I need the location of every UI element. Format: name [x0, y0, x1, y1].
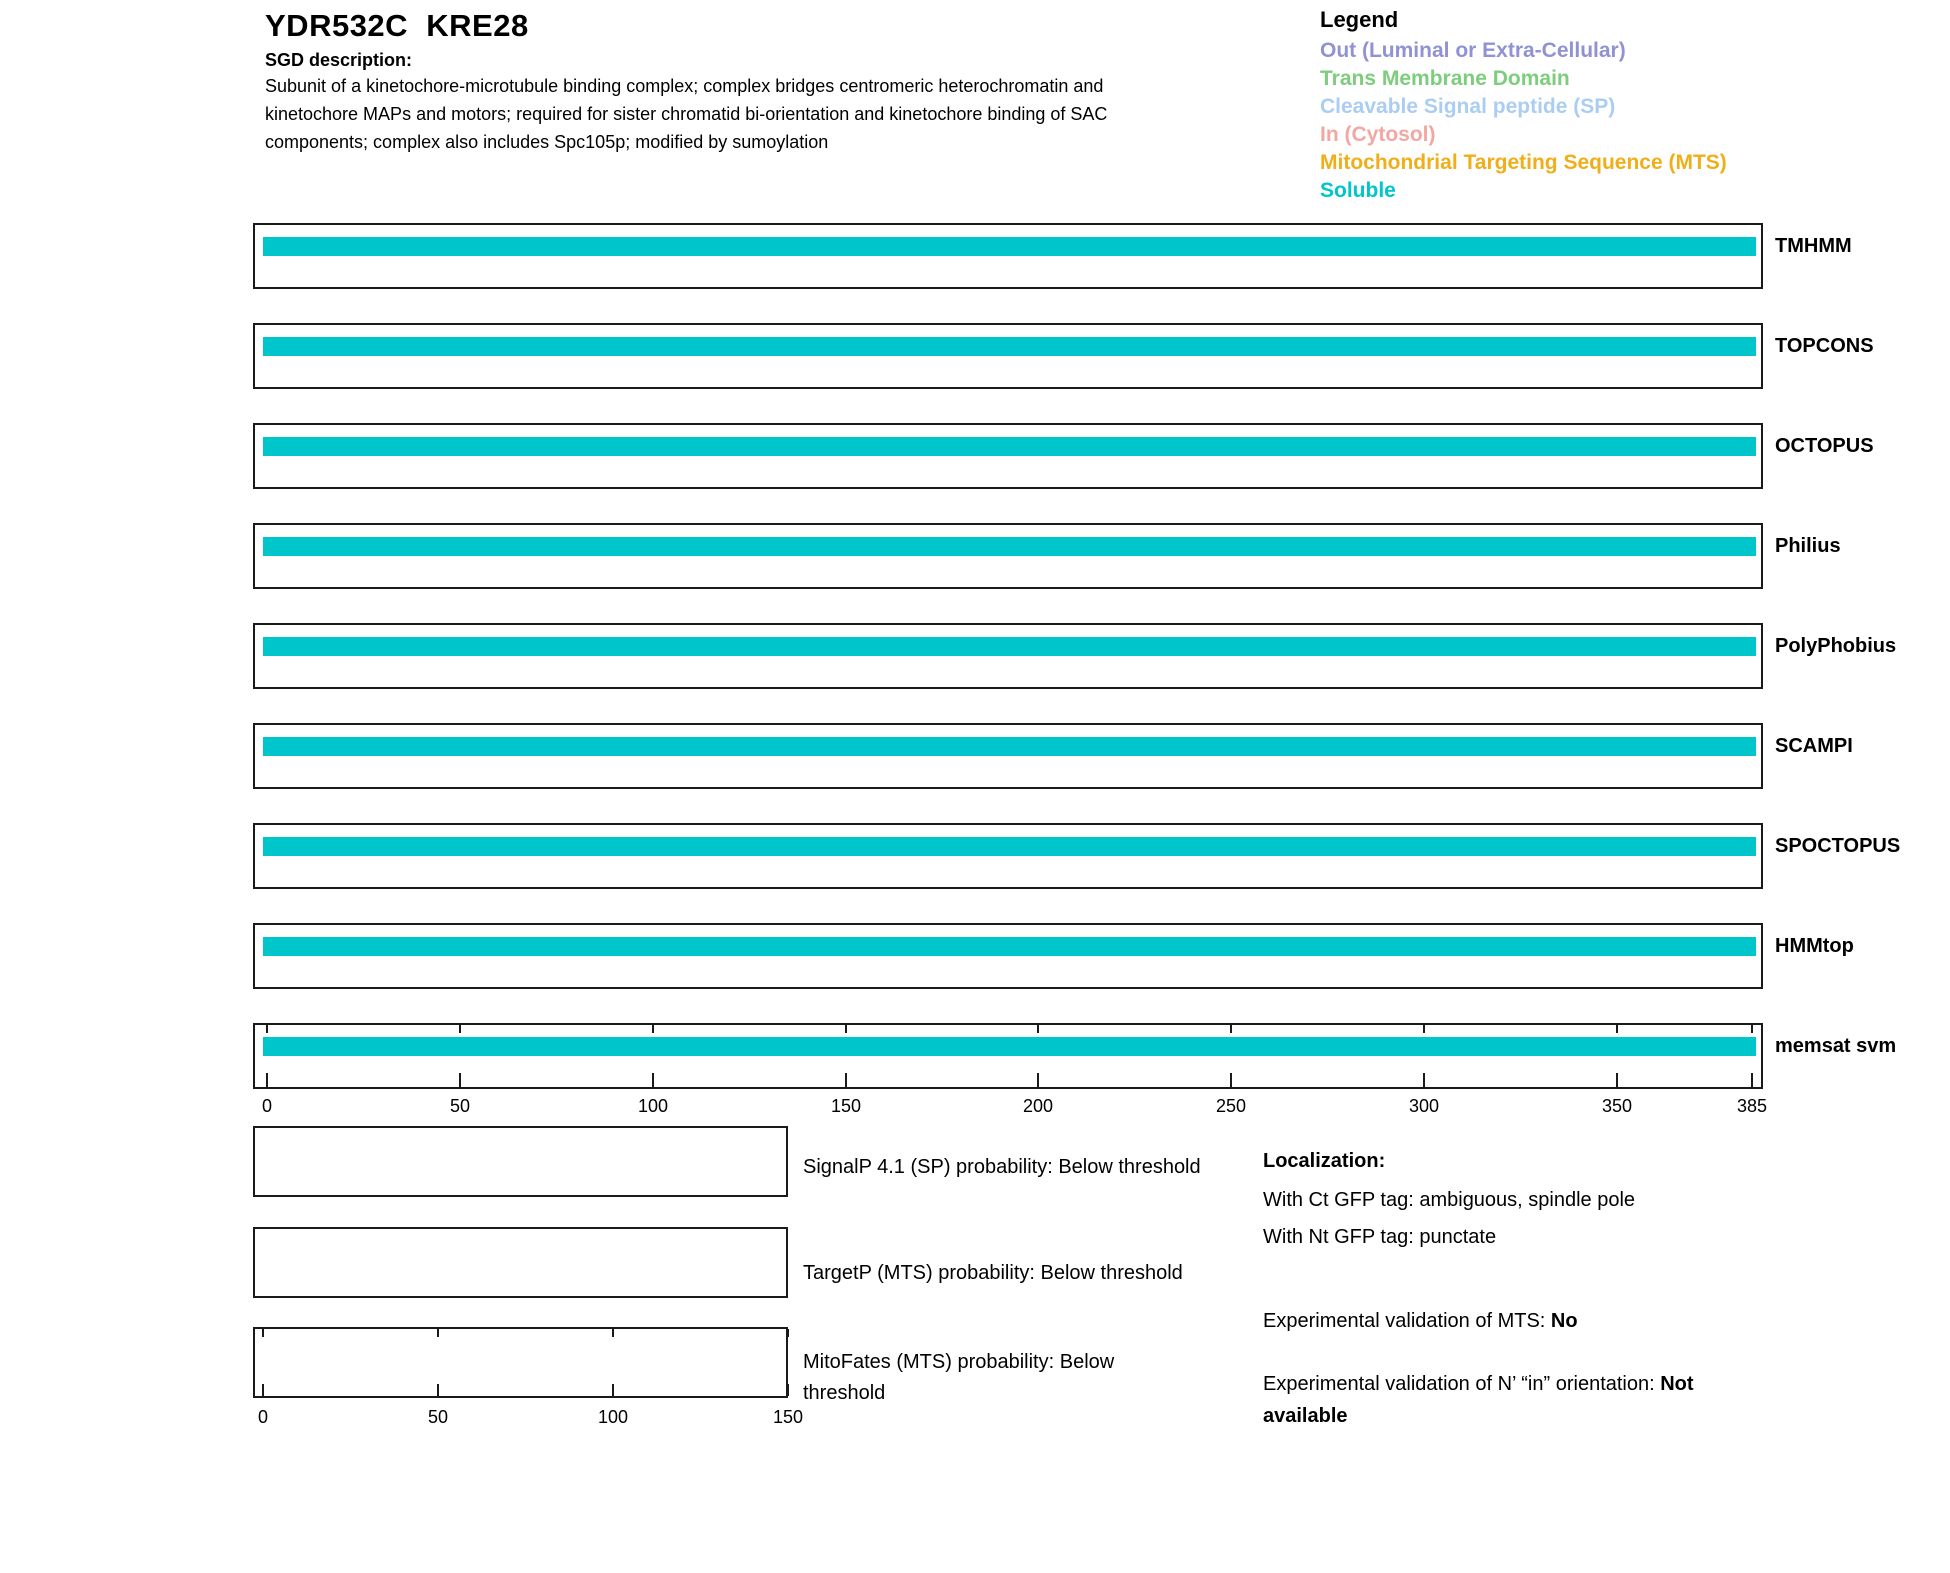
- axis-tick-label: 150: [830, 1096, 862, 1116]
- prediction-track-box: [253, 223, 1763, 289]
- panel-label-line: MitoFates (MTS) probability: Below: [803, 1351, 1115, 1373]
- axis-tick-label: 150: [772, 1407, 804, 1427]
- track-label: memsat svm: [1775, 1035, 1897, 1057]
- axis-tick-icon: [1037, 1025, 1039, 1033]
- track-label: TOPCONS: [1775, 335, 1874, 357]
- axis-tick-icon: [437, 1329, 439, 1337]
- axis-tick-label: 350: [1601, 1096, 1633, 1116]
- sgd-description-line: Subunit of a kinetochore-microtubule binding complex; complex bridges centromeric heterochromatin and: [265, 76, 1104, 96]
- track-label: Philius: [1775, 535, 1841, 557]
- track-label: PolyPhobius: [1775, 635, 1897, 657]
- axis-tick-icon: [1616, 1073, 1618, 1087]
- axis-tick-label: 300: [1408, 1096, 1440, 1116]
- axis-tick-icon: [262, 1329, 264, 1337]
- prediction-segment-bar: [263, 637, 1756, 656]
- localization-orientation-validation: [1263, 1368, 1743, 1432]
- prediction-track-box: [253, 423, 1763, 489]
- sgd-description-line: components; complex also includes Spc105p; modified by sumoylation: [265, 132, 829, 152]
- axis-tick-icon: [1751, 1025, 1753, 1033]
- legend-item: Out (Luminal or Extra-Cellular): [1320, 39, 1626, 62]
- prediction-track-box: [253, 723, 1763, 789]
- probability-panel-box: [253, 1327, 788, 1398]
- prediction-track-box: [253, 823, 1763, 889]
- probability-panel-box: [253, 1126, 788, 1197]
- axis-tick-icon: [459, 1073, 461, 1087]
- axis-tick-label: 385: [1736, 1096, 1768, 1116]
- axis-tick-icon: [845, 1025, 847, 1033]
- localization-nt-gfp: With Nt GFP tag: punctate: [1263, 1226, 1497, 1248]
- localization-ct-gfp: With Ct GFP tag: ambiguous, spindle pole: [1263, 1189, 1636, 1211]
- axis-tick-icon: [787, 1384, 789, 1396]
- orientation-validation-label: Experimental validation of N’ “in” orientation:: [1263, 1373, 1661, 1395]
- prediction-track-box: [253, 1023, 1763, 1089]
- sgd-description-line: kinetochore MAPs and motors; required for sister chromatid bi-orientation and kinetochore binding of SAC: [265, 104, 1108, 124]
- axis-tick-icon: [266, 1025, 268, 1033]
- prediction-segment-bar: [263, 1037, 1756, 1056]
- axis-tick-icon: [437, 1384, 439, 1396]
- panel-label: [803, 1258, 1183, 1289]
- sgd-description-label: SGD description:: [265, 50, 413, 70]
- prediction-segment-bar: [263, 837, 1756, 856]
- panel-label-line: SignalP 4.1 (SP) probability: Below threshold: [803, 1156, 1201, 1178]
- axis-tick-icon: [459, 1025, 461, 1033]
- legend: [1320, 6, 1727, 205]
- axis-tick-label: 50: [449, 1096, 471, 1116]
- prediction-segment-bar: [263, 237, 1756, 256]
- track-label: SCAMPI: [1775, 735, 1853, 757]
- prediction-segment-bar: [263, 737, 1756, 756]
- axis-tick-icon: [262, 1384, 264, 1396]
- axis-tick-label: 100: [597, 1407, 629, 1427]
- axis-tick-icon: [1751, 1073, 1753, 1087]
- track-label: HMMtop: [1775, 935, 1854, 957]
- localization-mts-validation: [1263, 1310, 1578, 1333]
- prediction-segment-bar: [263, 537, 1756, 556]
- probability-panel-box: [253, 1227, 788, 1298]
- axis-tick-icon: [612, 1384, 614, 1396]
- prediction-segment-bar: [263, 937, 1756, 956]
- legend-item: Trans Membrane Domain: [1320, 67, 1570, 90]
- track-label: SPOCTOPUS: [1775, 835, 1901, 857]
- legend-item: In (Cytosol): [1320, 123, 1436, 146]
- axis-tick-icon: [1423, 1073, 1425, 1087]
- mts-validation-label: Experimental validation of MTS:: [1263, 1310, 1551, 1332]
- legend-item: Soluble: [1320, 179, 1396, 202]
- prediction-track-box: [253, 623, 1763, 689]
- prediction-segment-bar: [263, 337, 1756, 356]
- axis-tick-icon: [1616, 1025, 1618, 1033]
- panel-label-line: threshold: [803, 1382, 886, 1404]
- axis-tick-icon: [266, 1073, 268, 1087]
- axis-tick-icon: [1423, 1025, 1425, 1033]
- gene-title: YDR532C KRE28: [265, 8, 529, 43]
- axis-tick-icon: [652, 1025, 654, 1033]
- axis-tick-icon: [1037, 1073, 1039, 1087]
- panel-label-line: TargetP (MTS) probability: Below threshold: [803, 1262, 1183, 1284]
- axis-tick-label: 0: [257, 1407, 268, 1427]
- prediction-track-box: [253, 923, 1763, 989]
- axis-tick-icon: [612, 1329, 614, 1337]
- legend-item: Cleavable Signal peptide (SP): [1320, 95, 1616, 118]
- prediction-segment-bar: [263, 437, 1756, 456]
- axis-tick-label: 0: [261, 1096, 272, 1116]
- axis-tick-icon: [652, 1073, 654, 1087]
- prediction-track-box: [253, 523, 1763, 589]
- axis-tick-label: 50: [427, 1407, 449, 1427]
- axis-tick-label: 250: [1215, 1096, 1247, 1116]
- orientation-validation-value: Not available: [1263, 1373, 1694, 1427]
- axis-tick-icon: [845, 1073, 847, 1087]
- axis-tick-label: 200: [1022, 1096, 1054, 1116]
- track-label: OCTOPUS: [1775, 435, 1874, 457]
- legend-item: Mitochondrial Targeting Sequence (MTS): [1320, 151, 1727, 174]
- panel-label: [803, 1347, 1114, 1409]
- track-label: TMHMM: [1775, 235, 1852, 257]
- prediction-track-box: [253, 323, 1763, 389]
- sgd-description-text: [265, 72, 1107, 156]
- mts-validation-value: No: [1550, 1310, 1578, 1332]
- axis-tick-label: 100: [637, 1096, 669, 1116]
- panel-label: [803, 1152, 1201, 1183]
- legend-title: Legend: [1320, 7, 1399, 32]
- axis-tick-icon: [1230, 1073, 1232, 1087]
- localization-title: Localization:: [1263, 1150, 1386, 1172]
- axis-tick-icon: [787, 1329, 789, 1337]
- axis-tick-icon: [1230, 1025, 1232, 1033]
